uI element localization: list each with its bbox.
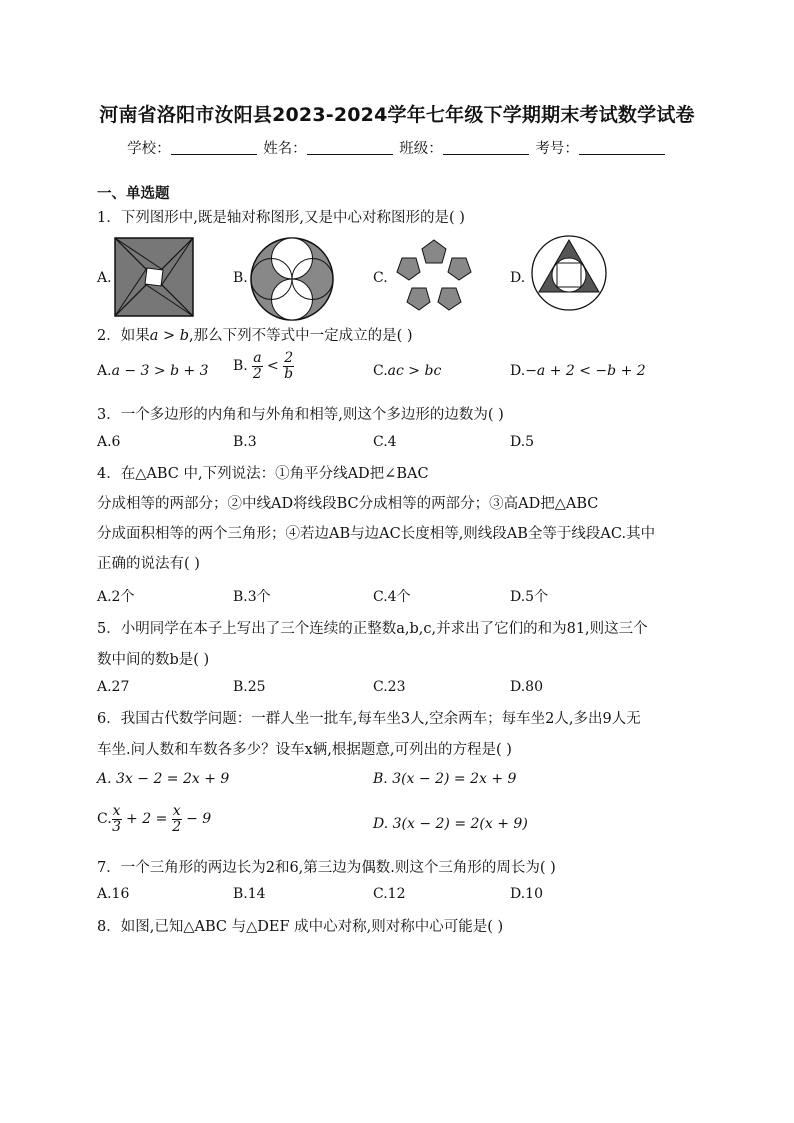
- q6-option-c-label: C.: [97, 811, 112, 828]
- q4-option-d[interactable]: D.5个: [510, 589, 549, 605]
- q2-option-c[interactable]: [373, 363, 441, 379]
- q2-frac2-den: b: [284, 365, 294, 382]
- q7-option-d[interactable]: D.10: [510, 886, 543, 902]
- q1-figure-b: [249, 236, 335, 322]
- q1-option-a-label: A.: [97, 270, 112, 286]
- q6-frac2-den: 2: [172, 818, 182, 835]
- q7-option-a[interactable]: A.16: [97, 886, 130, 902]
- q5-option-d[interactable]: D.80: [510, 679, 543, 695]
- q2-stem-post: ,那么下列不等式中一定成立的是( ): [189, 328, 413, 344]
- q2-frac1-den: 2: [252, 365, 262, 382]
- q2-frac1-num: a: [253, 350, 262, 366]
- name-label: 姓名：: [263, 141, 307, 157]
- school-label: 学校：: [127, 141, 171, 157]
- q1-option-b-label: B.: [233, 270, 248, 286]
- q6-line-2: 车坐.问人数和车数各多少？设车x辆,根据题意,可列出的方程是( ): [97, 742, 512, 758]
- q2-stem-math: a > b: [149, 328, 190, 344]
- q5-option-c[interactable]: C.23: [373, 679, 406, 695]
- q2-option-d-label: D.: [510, 363, 526, 379]
- q1-figure-a: [113, 236, 195, 318]
- q2-stem-pre: 2．如果: [97, 328, 150, 344]
- q5-option-a[interactable]: A.27: [97, 679, 130, 695]
- q7-option-b[interactable]: B.14: [233, 886, 266, 902]
- q2-option-b-label: B.: [233, 358, 248, 375]
- number-blank[interactable]: [579, 140, 665, 155]
- q2-option-d-text: −a + 2 < −b + 2: [525, 363, 646, 379]
- q4-option-c[interactable]: C.4个: [373, 589, 411, 605]
- q1-figure-d: [530, 234, 608, 312]
- class-blank[interactable]: [443, 140, 529, 155]
- q6-option-b[interactable]: B. 3(x − 2) = 2x + 9: [373, 771, 517, 787]
- q6-option-d[interactable]: D. 3(x − 2) = 2(x + 9): [373, 816, 528, 832]
- q2-option-b-op: <: [262, 358, 284, 375]
- q6-frac2-num: x: [172, 803, 181, 819]
- q2-option-a-text: a − 3 > b + 3: [111, 363, 209, 379]
- q5-line-2: 数中间的数b是( ): [97, 652, 210, 668]
- q3-option-b[interactable]: B.3: [233, 434, 257, 450]
- q2-fraction-1: [252, 351, 262, 381]
- q2-option-b[interactable]: [233, 351, 294, 381]
- school-blank[interactable]: [171, 140, 257, 155]
- q4-line-2: 分成相等的两部分；②中线AD将线段BC分成相等的两部分；③高AD把△ABC: [97, 496, 599, 512]
- q6-frac1-num: x: [112, 803, 121, 819]
- q2-fraction-2: [283, 351, 294, 381]
- q4-line-1: 4．在△ABC 中,下列说法：①角平分线AD把∠BAC: [97, 466, 429, 482]
- q2-option-c-text: ac > bc: [387, 363, 442, 379]
- q7-stem: 7．一个三角形的两边长为2和6,第三边为偶数.则这个三角形的周长为( ): [97, 860, 556, 876]
- q7-option-c[interactable]: C.12: [373, 886, 406, 902]
- q4-line-4: 正确的说法有( ): [97, 556, 200, 572]
- q1-stem: 1．下列图形中,既是轴对称图形,又是中心对称图形的是( ): [97, 210, 465, 226]
- class-label: 班级：: [399, 141, 443, 157]
- q3-option-d[interactable]: D.5: [510, 434, 535, 450]
- q3-stem: 3．一个多边形的内角和与外角和相等,则这个多边形的边数为( ): [97, 407, 504, 423]
- name-blank[interactable]: [307, 140, 393, 155]
- q6-option-a[interactable]: A. 3x − 2 = 2x + 9: [97, 771, 230, 787]
- q2-option-a-label: A.: [97, 363, 112, 379]
- q1-option-d-label: D.: [510, 270, 526, 286]
- q2-stem: [97, 324, 413, 345]
- q1-figure-c: [388, 236, 480, 318]
- q5-line-1: 5．小明同学在本子上写出了三个连续的正整数a,b,c,并求出了它们的和为81,则这三个: [97, 621, 648, 637]
- q4-line-3: 分成面积相等的两个三角形；④若边AB与边AC长度相等,则线段AB全等于线段AC.其中: [97, 526, 656, 542]
- q8-stem: 8．如图,已知△ABC 与△DEF 成中心对称,则对称中心可能是( ): [97, 919, 504, 935]
- q6-frac1-den: 3: [112, 818, 122, 835]
- q2-option-d[interactable]: [510, 363, 646, 379]
- q2-frac2-num: 2: [284, 350, 294, 366]
- q3-option-a[interactable]: A.6: [97, 434, 121, 450]
- q6-option-c-mid: + 2 =: [121, 811, 172, 828]
- q2-option-c-label: C.: [373, 363, 388, 379]
- q6-line-1: 6．我国古代数学问题：一群人坐一批车,每车坐3人,空余两车；每车坐2人,多出9人无: [97, 711, 641, 727]
- q4-option-b[interactable]: B.3个: [233, 589, 271, 605]
- section-heading: 一、单选题: [97, 186, 170, 202]
- student-info: [0, 137, 794, 158]
- number-label: 考号：: [535, 141, 579, 157]
- q1-option-c-label: C.: [373, 270, 388, 286]
- q6-option-c-tail: − 9: [181, 811, 212, 828]
- page-title: 河南省洛阳市汝阳县2023-2024学年七年级下学期期末考试数学试卷: [99, 104, 695, 126]
- q6-fraction-2: [172, 804, 182, 834]
- q6-fraction-1: [112, 804, 122, 834]
- q3-option-c[interactable]: C.4: [373, 434, 397, 450]
- q4-option-a[interactable]: A.2个: [97, 589, 135, 605]
- q6-option-c[interactable]: [97, 804, 211, 834]
- q2-option-a[interactable]: [97, 363, 209, 379]
- q5-option-b[interactable]: B.25: [233, 679, 266, 695]
